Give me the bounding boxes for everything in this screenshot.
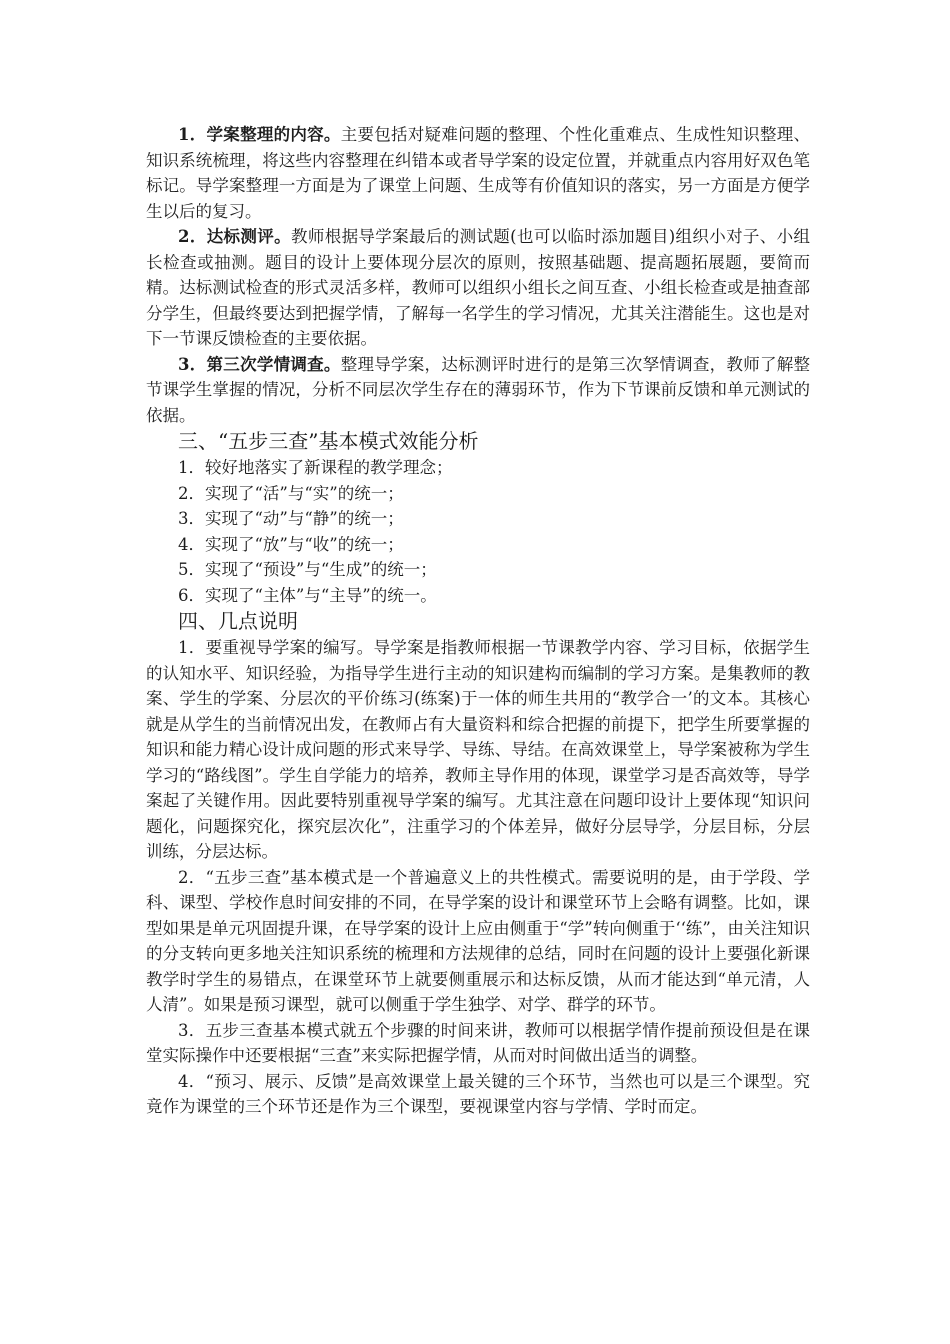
paragraph-note-3: 3．五步三查基本模式就五个步骤的时间来讲，教师可以根据学情作提前预设但是在课堂实际操作中还要根据“三查”来实际把握学情，从而对时间做出适当的调整。 (146, 1020, 810, 1065)
paragraph-lead: 3．第三次学情调查。 (178, 354, 341, 374)
paragraph-text: 教师根据导学案最后的测试题(也可以临时添加题目)组织小对子、小组长检查或抽测。题目的设计上要体现分层次的原则，按照基础题、提高题拓展题，要简而精。达标测试检查的形式灵活多样，教师可以组织小组长之间互查、小组长检查或是抽查部分学生，但最终要达到把握学情，了解每一名学生的学习情况，尤其关注潜能生。这也是对下一节课反馈检查的主要依据。 (146, 227, 811, 348)
paragraph-note-4: 4．“预习、展示、反馈”是高效课堂上最关键的三个环节，当然也可以是三个课型。究竟作为课堂的三个环节还是作为三个课型，要视课堂内容与学情、学时而定。 (146, 1071, 810, 1116)
list-item: 6．实现了“主体”与“主导”的统一。 (178, 585, 437, 605)
section-heading-effectiveness: 三、“五步三查”基本模式效能分析 (178, 429, 479, 453)
document-page (146, 122, 810, 1120)
list-item: 5．实现了“预设”与“生成”的统一； (178, 560, 437, 579)
paragraph-assessment (146, 224, 810, 352)
paragraph-study-plan-organization (146, 122, 810, 224)
list-item: 1．较好地落实了新课程的教学理念； (178, 458, 453, 477)
paragraph-text: 主要包括对疑难问题的整理、个性化重难点、生成性知识整理、知识系统梳理，将这些内容整理在纠错本或者导学案的设定位置，并就重点内容用好双色笔标记。导学案整理一方面是为了课堂上问题、生成等有价值知识的落实，另一方面是方便学生以后的复习。 (146, 125, 811, 221)
paragraph-note-2: 2．“五步三查”基本模式是一个普遍意义上的共性模式。需要说明的是，由于学段、学科、课型、学校作息时间安排的不同，在导学案的设计和课堂环节上会略有调整。比如，课型如果是单元巩固提升课，在导学案的设计上应由侧重于“学”转向侧重于‘‘练”，由关注知识的分支转向更多地关注知识系统的梳理和方法规律的总结，同时在问题的设计上要强化新课教学时学生的易错点，在课堂环节上就要侧重展示和达标反馈，从而才能达到“单元清，人人清”。如果是预习课型，就可以侧重于学生独学、对学、群学的环节。 (146, 867, 810, 1014)
paragraph-third-survey (146, 352, 810, 429)
section-heading-notes: 四、几点说明 (178, 609, 298, 633)
paragraph-note-1: 1．要重视导学案的编写。导学案是指教师根据一节课教学内容、学习目标，依据学生的认知水平、知识经验，为指导学生进行主动的知识建构而编制的学习方案。是集教师的教案、学生的学案、分层次的平价练习(练案)于一体的师生共用的“教学合一’的文本。其核心就是从学生的当前情况出发，在教师占有大量资料和综合把握的前提下，把学生所要掌握的知识和能力精心设计成问题的形式来导学、导练、导结。在高效课堂上，导学案被称为学生学习的“路线图”。学生自学能力的培养，教师主导作用的体现，课堂学习是否高效等，导学案起了关键作用。因此要特别重视导学案的编写。尤其注意在问题印设计上要体现“知识问题化，问题探究化，探究层次化”，注重学习的个体差异，做好分层导学，分层目标，分层训练，分层达标。 (146, 638, 810, 861)
list-item: 4．实现了“放”与“收”的统一； (178, 534, 404, 554)
paragraph-text: 整理导学案，达标测评时进行的是第三次孥情调查，教师了解整节课学生掌握的情况，分析不同层次学生存在的薄弱环节，作为下节课前反馈和单元测试的依据。 (146, 354, 811, 425)
list-item: 3．实现了“动”与“静”的统一； (178, 509, 404, 528)
list-item: 2．实现了“活”与“实”的统一； (178, 483, 404, 503)
paragraph-lead: 1．学案整理的内容。 (178, 125, 341, 144)
paragraph-lead: 2．达标测评。 (178, 227, 291, 246)
